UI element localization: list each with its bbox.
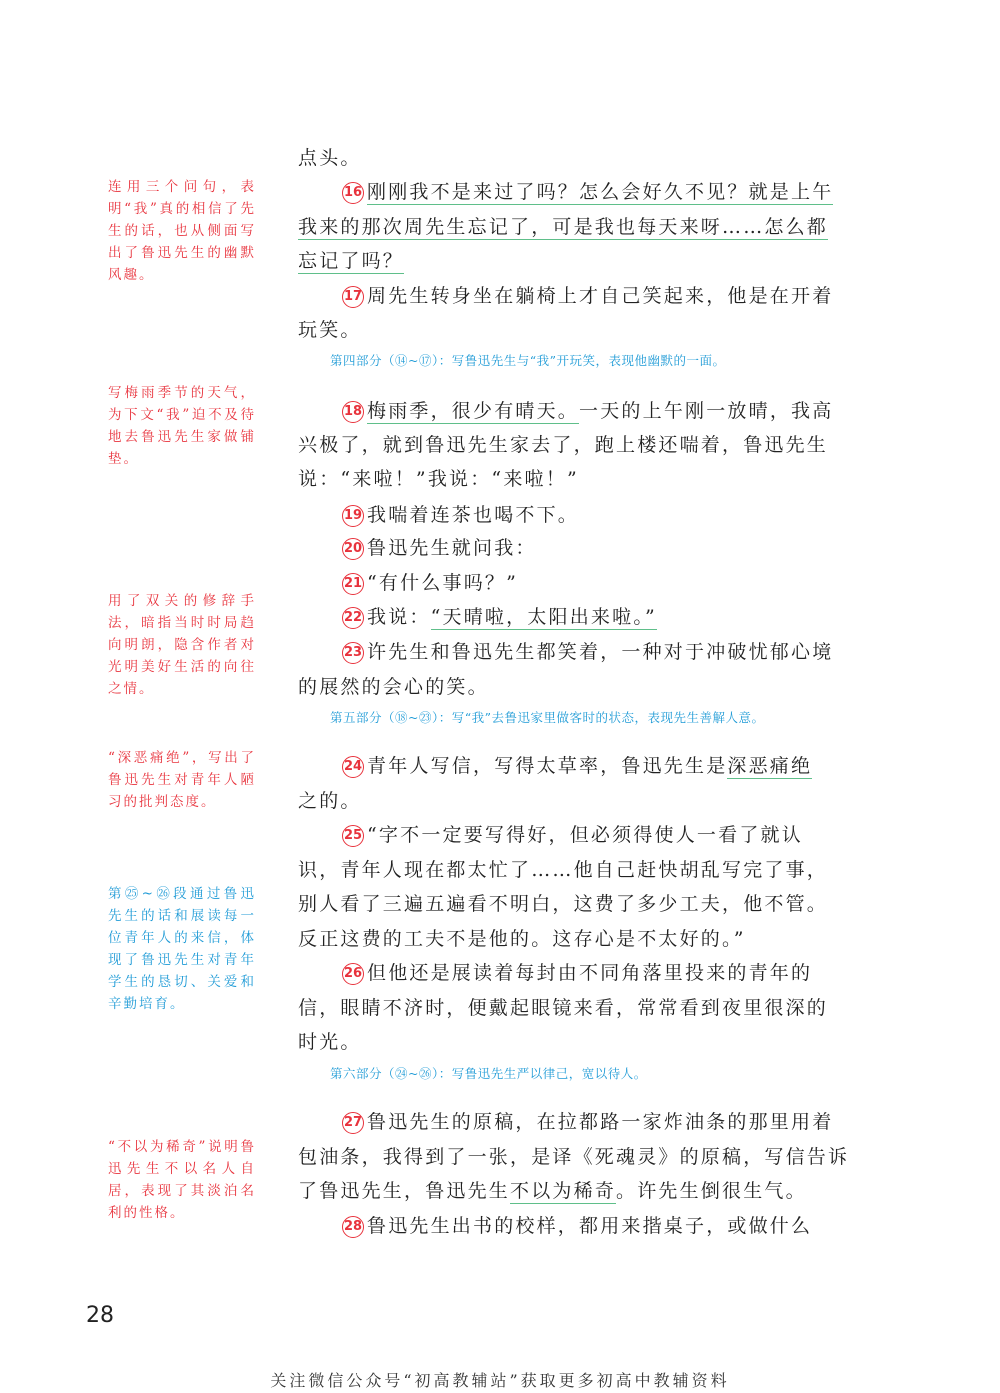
paragraph-text: 我说： — [367, 606, 431, 628]
paragraph-number-19: 19 — [342, 505, 364, 527]
margin-note: 用了双关的修辞手法，暗指当时时局趋向明朗，隐含作者对光明美好生活的向往之情。 — [108, 593, 256, 697]
text-line: 说：“来啦！”我说：“来啦！” — [298, 468, 579, 490]
margin-note: 第㉕~㉖段通过鲁迅先生的话和展读每一位青年人的来信，体现了鲁迅先生对青年学生的恳切、关爱和辛勤培育。 — [108, 886, 256, 1012]
paragraph-text: 鲁迅先生出书的校样，都用来揩桌子，或做什么 — [367, 1215, 813, 1237]
paragraph-25 — [342, 818, 866, 852]
paragraph-text: 了鲁迅先生，鲁迅先生 — [298, 1180, 511, 1202]
paragraph-number-18: 18 — [342, 401, 364, 423]
paragraph-number-27: 27 — [342, 1112, 364, 1134]
text-line: 之的。 — [298, 790, 362, 812]
paragraph-text: “字不一定要写得好，但必须得使人一看了就认 — [367, 824, 803, 846]
paragraph-text: “有什么事吗？” — [367, 572, 519, 594]
text-line: 时光。 — [298, 1031, 362, 1053]
paragraph-number-23: 23 — [342, 642, 364, 664]
paragraph-21 — [342, 566, 866, 600]
section-summary: 第四部分（⑭~⑰）：写鲁迅先生与“我”开玩笑，表现他幽默的一面。 — [330, 353, 726, 368]
underlined-text: 不以为稀奇 — [510, 1180, 617, 1202]
text-line: 兴极了，就到鲁迅先生家去了，跑上楼还喘着，鲁迅先生 — [298, 434, 829, 456]
paragraph-text: 我喘着连茶也喝不下。 — [367, 504, 580, 526]
margin-note: 连用三个问句，表明“我”真的相信了先生的话，也从侧面写出了鲁迅先生的幽默风趣。 — [108, 179, 256, 283]
paragraph-20 — [342, 531, 866, 565]
text-line — [298, 244, 866, 278]
text-line: 的展然的会心的笑。 — [298, 676, 489, 698]
paragraph-text: 青年人写信，写得太草率，鲁迅先生是 — [367, 755, 728, 777]
paragraph-text: 一天的上午刚一放晴，我高 — [579, 400, 834, 422]
page-number: 28 — [86, 1303, 114, 1328]
paragraph-number-28: 28 — [342, 1216, 364, 1238]
margin-note: “深恶痛绝”，写出了鲁迅先生对青年人陋习的批判态度。 — [108, 750, 256, 810]
underlined-text: 梅雨季，很少有晴天。 — [367, 400, 580, 422]
underlined-text: 我来的那次周先生忘记了，可是我也每天来呀……怎么都 — [298, 216, 829, 238]
underlined-text: “天晴啦，太阳出来啦。” — [430, 606, 657, 628]
paragraph-text: 但他还是展读着每封由不同角落里投来的青年的 — [367, 962, 813, 984]
text-line: 玩笑。 — [298, 319, 362, 341]
paragraph-number-22: 22 — [342, 607, 364, 629]
paragraph-number-17: 17 — [342, 286, 364, 308]
text-line: 反正这费的工夫不是他的。这存心是不太好的。” — [298, 928, 746, 950]
paragraph-text: 鲁迅先生的原稿，在拉都路一家炸油条的那里用着 — [367, 1111, 834, 1133]
paragraph-16 — [342, 175, 866, 209]
paragraph-22 — [342, 600, 866, 634]
paragraph-number-26: 26 — [342, 963, 364, 985]
text-line — [298, 210, 866, 244]
paragraph-text: 许先生和鲁迅先生都笑着，一种对于冲破忧郁心境 — [367, 641, 834, 663]
paragraph-text: 。许先生倒很生气。 — [616, 1180, 807, 1202]
paragraph-23 — [342, 635, 866, 669]
paragraph-24 — [342, 749, 866, 783]
paragraph-text: 周先生转身坐在躺椅上才自己笑起来，他是在开着 — [367, 285, 834, 307]
paragraph-18 — [342, 394, 866, 428]
text-line: 包油条，我得到了一张，是译《死魂灵》的原稿，写信告诉 — [298, 1146, 850, 1168]
underlined-text: 深恶痛绝 — [727, 755, 813, 777]
paragraph-number-21: 21 — [342, 573, 364, 595]
paragraph-28 — [342, 1209, 866, 1243]
margin-note: 写梅雨季节的天气，为下文“我”迫不及待地去鲁迅先生家做铺垫。 — [108, 385, 256, 467]
paragraph-number-16: 16 — [342, 182, 364, 204]
text-line — [298, 1174, 866, 1208]
text-line: 别人看了三遍五遍看不明白，这费了多少工夫，他不管。 — [298, 893, 829, 915]
paragraph-26 — [342, 956, 866, 990]
paragraph-19 — [342, 498, 866, 532]
paragraph-27 — [342, 1105, 866, 1139]
text-line: 点头。 — [298, 147, 362, 169]
paragraph-17 — [342, 279, 866, 313]
underlined-text: 刚刚我不是来过了吗？怎么会好久不见？就是上午 — [367, 181, 834, 203]
section-summary: 第六部分（㉔~㉖）：写鲁迅先生严以律己，宽以待人。 — [330, 1066, 647, 1081]
paragraph-number-20: 20 — [342, 538, 364, 560]
text-line: 识，青年人现在都太忙了……他自己赶快胡乱写完了事， — [298, 859, 829, 881]
text-line: 信，眼睛不济时，便戴起眼镜来看，常常看到夜里很深的 — [298, 997, 829, 1019]
paragraph-text: 鲁迅先生就问我： — [367, 537, 537, 559]
section-summary: 第五部分（⑱~㉓）：写“我”去鲁迅家里做客时的状态，表现先生善解人意。 — [330, 710, 765, 725]
paragraph-number-24: 24 — [342, 756, 364, 778]
footer-text: 关注微信公众号“初高教辅站”获取更多初高中教辅资料 — [270, 1371, 730, 1390]
underlined-text: 忘记了吗？ — [298, 250, 405, 272]
margin-note: “不以为稀奇”说明鲁迅先生不以名人自居，表现了其淡泊名利的性格。 — [108, 1139, 256, 1221]
paragraph-number-25: 25 — [342, 825, 364, 847]
